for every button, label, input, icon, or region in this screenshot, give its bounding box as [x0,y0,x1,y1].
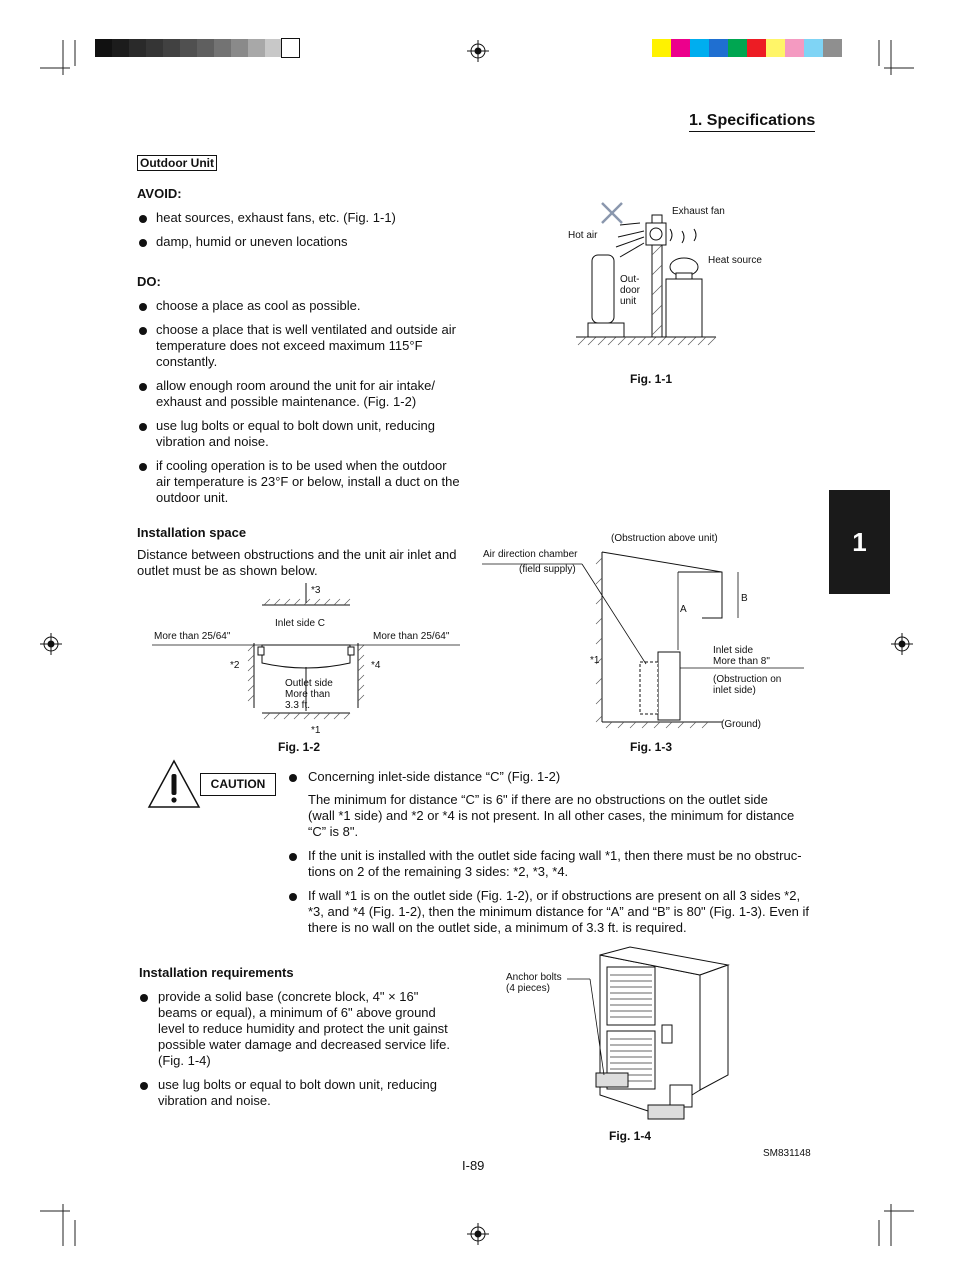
list-item: damp, humid or uneven locations [156,234,348,249]
bullet-icon [139,423,147,431]
color-swatch [112,39,129,57]
page-number: I-89 [462,1158,485,1173]
color-swatch [747,39,766,57]
color-swatch [804,39,823,57]
anchor-bolts-label: Anchor bolts (4 pieces) [506,972,562,994]
installation-space-text: Distance between obstructions and the unit air inlet and outlet must be as shown below. [137,547,457,578]
bullet-icon [140,994,148,1002]
list-item: allow enough room around the unit for air intake/ exhaust and possible maintenance. (Fig. 1-2) [156,378,435,409]
bullet-icon [289,774,297,782]
color-swatch [129,39,146,57]
color-swatch [709,39,728,57]
color-swatch [214,39,231,57]
installation-space-heading: Installation space [137,525,247,540]
field-supply-label: (field supply) [519,564,576,575]
list-item: use lug bolts or equal to bolt down unit, reducing vibration and noise. [158,1077,437,1108]
color-swatch [728,39,747,57]
color-swatch [231,39,248,57]
star1-label: *1 [590,655,600,666]
color-swatch [282,39,299,57]
exhaust-fan-label: Exhaust fan [672,206,725,217]
list-item: Concerning inlet-side distance “C” (Fig. 1-2) [308,769,561,784]
ground-label: (Ground) [721,719,762,730]
list-item: heat sources, exhaust fans, etc. (Fig. 1-1) [156,210,396,225]
bullet-icon [289,893,297,901]
color-swatch [671,39,690,57]
fig3-drawing [482,530,806,738]
avoid-heading: AVOID: [137,186,182,201]
fig4-caption: Fig. 1-4 [609,1129,652,1143]
star2-label: *2 [230,660,240,671]
dimension-b-label: B [741,593,748,604]
fig2-drawing [150,583,462,738]
fig1-caption: Fig. 1-1 [630,372,673,386]
bullet-icon [139,327,147,335]
color-swatch [180,39,197,57]
star4-label: *4 [371,660,381,671]
doc-code: SM831148 [763,1148,811,1159]
fig2-caption: Fig. 1-2 [278,740,321,754]
obstruction-inlet-label: (Obstruction on inlet side) [713,674,782,696]
bullet-icon [139,215,147,223]
outlet-side-label: Outlet side More than 3.3 ft. [285,678,333,711]
do-heading: DO: [137,274,161,289]
registration-mark-bottom-icon [467,1223,489,1245]
color-swatch [652,39,671,57]
color-swatch [690,39,709,57]
bullet-icon [139,239,147,247]
page-title: 1. Specifications [689,112,815,132]
color-swatch [95,39,112,57]
fig3-caption: Fig. 1-3 [630,740,673,754]
left-clearance-label: More than 25/64" [154,631,231,642]
star1-label: *1 [311,725,321,736]
outdoor-unit-label: Out- door unit [620,274,641,307]
color-swatch [146,39,163,57]
figure-1-2 [150,583,462,738]
color-swatch [197,39,214,57]
caution-label: CAUTION [200,773,276,796]
list-item: use lug bolts or equal to bolt down unit, reducing vibration and noise. [156,418,435,449]
list-item: choose a place that is well ventilated and outside air temperature does not exceed maximum 115°F constantly. [156,322,456,369]
hot-air-label: Hot air [568,230,598,241]
color-swatch [163,39,180,57]
figure-1-3 [482,530,806,738]
registration-mark-right-icon [891,633,913,655]
inlet-side-label: Inlet side More than 8" [713,645,770,667]
bullet-icon [140,1082,148,1090]
outdoor-unit-label: Outdoor Unit [137,155,217,171]
bullet-icon [289,853,297,861]
bullet-icon [139,463,147,471]
figure-1-4 [500,945,730,1125]
list-item: If the unit is installed with the outlet side facing wall *1, then there must be no obstruc- tions on 2 of the remaining 3 sides: *2, *3, *4. [308,848,802,879]
air-direction-chamber-label: Air direction chamber [483,549,578,560]
registration-mark-top-icon [467,40,489,62]
list-item: if cooling operation is to be used when the outdoor air temperature is 23°F or below, install a duct on the outdoor unit. [156,458,460,505]
dimension-a-label: A [680,604,687,615]
list-item: If wall *1 is on the outlet side (Fig. 1-2), or if obstructions are present on all 3 sides *2, *3, and *4 (Fig. 1-2), then the minimum distance for “A” and “B” is 80" (Fig. 1-3). Even if there is no wall on the outlet side, a minimum of 3.3 ft. is required. [308,888,809,935]
inlet-side-c-label: Inlet side C [275,618,326,629]
warning-triangle-icon [146,758,202,810]
list-item: The minimum for distance “C” is 6" if there are no obstructions on the outlet side (wall *1 side) and *2 or *4 is not present. In all other cases, the minimum for distance “C” is 8". [308,792,795,839]
figure-1-1 [560,195,780,355]
star3-label: *3 [311,585,321,596]
registration-mark-left-icon [40,633,62,655]
color-swatch [766,39,785,57]
bullet-icon [139,303,147,311]
installation-requirements-heading: Installation requirements [139,965,294,980]
heat-source-label: Heat source [708,255,762,266]
color-swatch [248,39,265,57]
chapter-tab: 1 [829,490,890,594]
fig1-drawing [560,195,780,355]
list-item: provide a solid base (concrete block, 4" × 16" beams or equal), a minimum of 6" above ground level to reduce humidity and protect the unit gainst possible water damage and decreased service life. (Fig. 1-4) [158,989,450,1068]
color-swatch [265,39,282,57]
obstruction-above-label: (Obstruction above unit) [611,533,718,544]
list-item: choose a place as cool as possible. [156,298,361,313]
color-swatch [823,39,842,57]
color-swatch [785,39,804,57]
right-clearance-label: More than 25/64" [373,631,450,642]
bullet-icon [139,383,147,391]
